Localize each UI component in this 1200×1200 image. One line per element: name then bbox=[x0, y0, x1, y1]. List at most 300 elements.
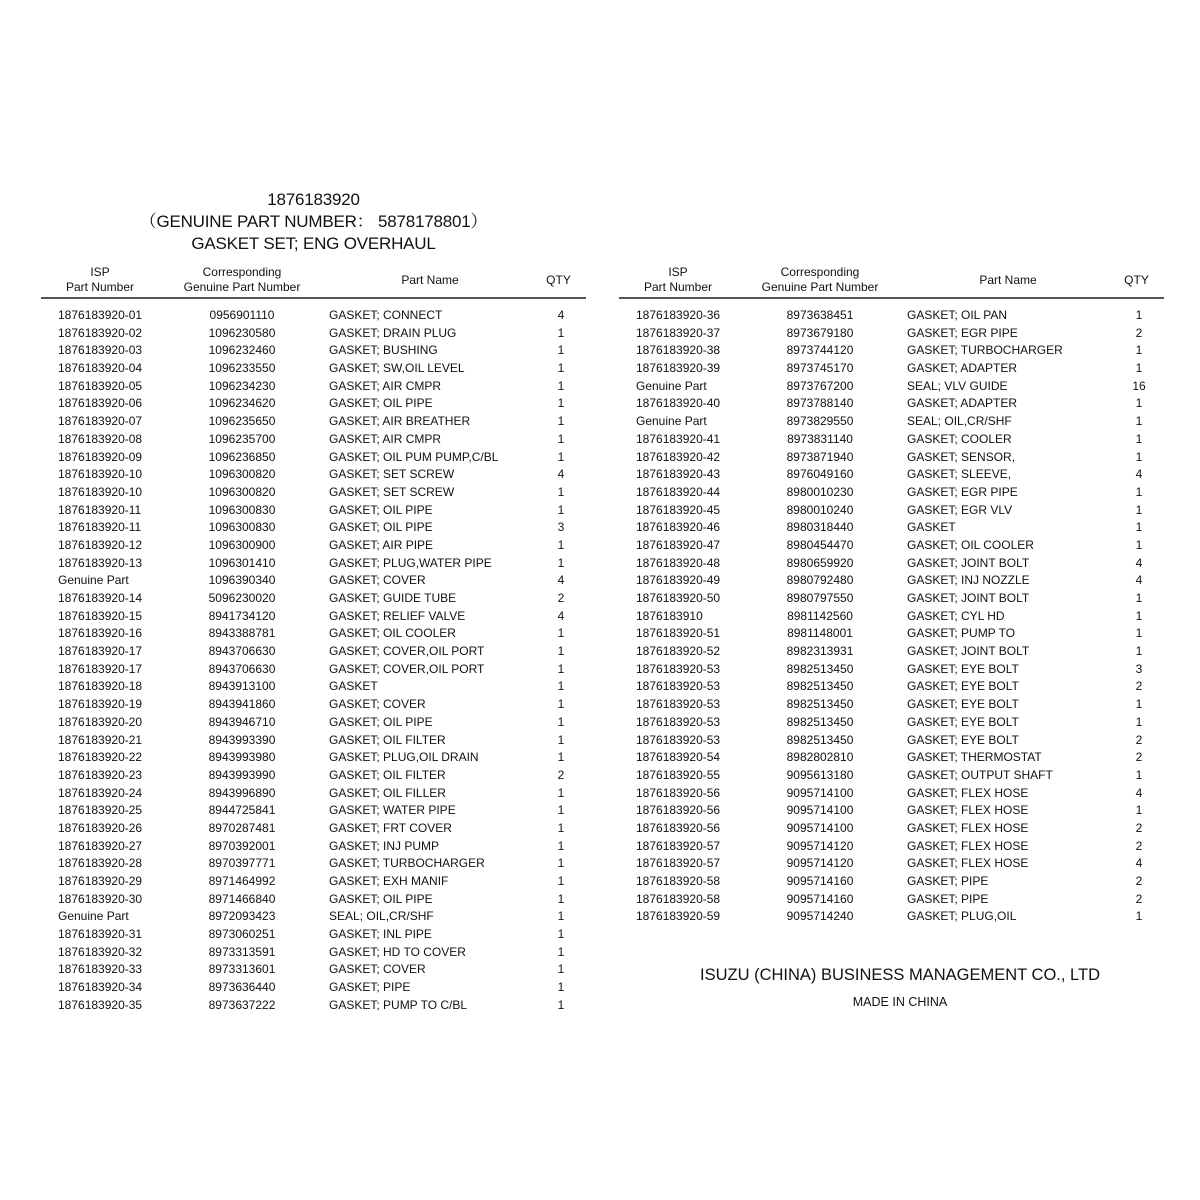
part-name-cell: GASKET; EYE BOLT bbox=[907, 661, 1019, 676]
genuine-part-number-cell: 8943996890 bbox=[208, 785, 276, 800]
table-row bbox=[41, 961, 586, 979]
table-row bbox=[619, 590, 1164, 608]
part-name-cell: GASKET; BUSHING bbox=[329, 343, 438, 358]
genuine-part-number-cell: 1096234620 bbox=[208, 396, 276, 411]
isp-part-number-cell: 1876183920-06 bbox=[58, 396, 143, 411]
qty-cell: 1 bbox=[1135, 308, 1143, 322]
isp-part-number-cell: 1876183920-12 bbox=[58, 537, 143, 552]
parts-table-left bbox=[41, 265, 586, 1015]
header-text: Corresponding bbox=[780, 265, 860, 279]
table-row bbox=[41, 820, 586, 838]
part-name-cell: GASKET; TURBOCHARGER bbox=[329, 856, 485, 871]
table-row bbox=[619, 378, 1164, 396]
table-row bbox=[41, 891, 586, 909]
genuine-part-number-cell: 1096230580 bbox=[208, 325, 276, 340]
qty-cell: 4 bbox=[1135, 785, 1143, 800]
genuine-part-number-cell: 8980010240 bbox=[786, 502, 854, 517]
genuine-part-number-cell: 8970287481 bbox=[208, 820, 276, 835]
part-name-cell: GASKET; EGR PIPE bbox=[907, 325, 1018, 340]
isp-part-number-cell: 1876183920-53 bbox=[636, 732, 721, 747]
table-row bbox=[41, 608, 586, 626]
part-name-cell: GASKET; INJ NOZZLE bbox=[907, 573, 1030, 588]
genuine-part-number-cell: 8981142560 bbox=[787, 608, 853, 623]
qty-cell: 4 bbox=[557, 608, 565, 623]
genuine-part-number-cell: 8980659920 bbox=[786, 555, 854, 570]
table-row bbox=[619, 785, 1164, 803]
genuine-part-number-cell: 8973744120 bbox=[786, 343, 854, 358]
table-row bbox=[41, 749, 586, 767]
genuine-part-number-cell: 9095714240 bbox=[786, 909, 854, 924]
isp-part-number-cell: 1876183920-13 bbox=[58, 555, 143, 570]
qty-cell: 1 bbox=[557, 484, 565, 499]
genuine-part-number-cell: 8943913100 bbox=[208, 679, 276, 694]
table-row bbox=[619, 325, 1164, 343]
isp-part-number-cell: 1876183920-25 bbox=[58, 803, 143, 818]
genuine-part-number-cell: 9095613180 bbox=[786, 767, 854, 782]
qty-cell: 4 bbox=[557, 308, 565, 322]
qty-cell: 1 bbox=[557, 396, 565, 411]
qty-cell: 1 bbox=[1135, 697, 1143, 712]
table-row bbox=[619, 625, 1164, 643]
isp-part-number-cell: 1876183920-46 bbox=[636, 520, 721, 535]
isp-part-number-cell: 1876183920-03 bbox=[58, 343, 143, 358]
header-isp-part-number bbox=[619, 265, 737, 294]
isp-part-number-cell: 1876183920-05 bbox=[58, 378, 143, 393]
table-header bbox=[619, 265, 1164, 299]
isp-part-number-cell: 1876183920-49 bbox=[636, 573, 721, 588]
header-text: Corresponding bbox=[202, 265, 282, 279]
genuine-part-number-cell: 8982513450 bbox=[786, 714, 854, 729]
table-row bbox=[41, 537, 586, 555]
genuine-part-number-cell: 8943946710 bbox=[208, 714, 276, 729]
qty-cell: 1 bbox=[557, 361, 565, 376]
part-name-cell: GASKET; OIL PIPE bbox=[329, 891, 433, 906]
genuine-part-number-cell: 8973767200 bbox=[786, 378, 854, 393]
isp-part-number-cell: 1876183920-44 bbox=[636, 484, 721, 499]
genuine-part-number-cell: 1096236850 bbox=[208, 449, 276, 464]
genuine-part-number-cell: 8943993390 bbox=[208, 732, 276, 747]
qty-cell: 1 bbox=[1135, 520, 1143, 535]
part-name-cell: GASKET; INJ PUMP bbox=[329, 838, 440, 853]
table-row bbox=[619, 395, 1164, 413]
isp-part-number-cell: 1876183920-15 bbox=[58, 608, 143, 623]
qty-cell: 1 bbox=[1135, 909, 1143, 924]
genuine-part-number-cell: 8982802810 bbox=[786, 750, 854, 765]
genuine-part-number-cell: 9095714100 bbox=[786, 803, 854, 818]
part-name-cell: GASKET; EGR PIPE bbox=[907, 484, 1018, 499]
isp-part-number-cell: 1876183920-24 bbox=[58, 785, 143, 800]
isp-part-number-cell: Genuine Part bbox=[58, 909, 129, 924]
part-name-cell: GASKET; JOINT BOLT bbox=[907, 591, 1030, 605]
genuine-part-number-cell: 8981148001 bbox=[787, 626, 853, 641]
genuine-part-number-cell: 8973638451 bbox=[786, 308, 854, 322]
isp-part-number-cell: 1876183920-58 bbox=[636, 874, 721, 888]
part-name-cell: GASKET; JOINT BOLT bbox=[907, 644, 1030, 659]
table-row bbox=[619, 696, 1164, 714]
qty-cell: 4 bbox=[557, 573, 565, 588]
part-name-cell: GASKET; COVER bbox=[329, 962, 426, 977]
table-row bbox=[41, 342, 586, 360]
part-name-cell: GASKET; CYL HD bbox=[907, 608, 1005, 623]
company-name: ISUZU (CHINA) BUSINESS MANAGEMENT CO., LTD bbox=[699, 966, 1100, 984]
isp-part-number-cell: 1876183920-07 bbox=[58, 414, 143, 429]
isp-part-number-cell: 1876183920-36 bbox=[636, 308, 721, 322]
isp-part-number-cell: 1876183920-11 bbox=[58, 520, 142, 535]
genuine-part-number-cell: 8982513450 bbox=[786, 732, 854, 747]
part-name-cell: GASKET; OUTPUT SHAFT bbox=[907, 767, 1053, 782]
part-name-cell: GASKET; COOLER bbox=[907, 431, 1012, 446]
isp-part-number-cell: 1876183920-57 bbox=[636, 838, 721, 853]
genuine-part-number-cell: 5096230020 bbox=[208, 591, 276, 605]
genuine-part-number-cell: 8980797550 bbox=[786, 591, 854, 605]
part-name-cell: GASKET; DRAIN PLUG bbox=[329, 325, 457, 340]
qty-cell: 1 bbox=[557, 909, 565, 924]
qty-cell: 2 bbox=[1135, 325, 1143, 340]
part-name-cell: GASKET; COVER,OIL PORT bbox=[329, 661, 485, 676]
genuine-part-number-cell: 9095714120 bbox=[786, 838, 854, 853]
isp-part-number-cell: 1876183920-54 bbox=[636, 750, 721, 765]
header-text: Part Number bbox=[65, 279, 135, 294]
qty-cell: 1 bbox=[1135, 767, 1143, 782]
table-row bbox=[619, 714, 1164, 732]
genuine-part-number-cell: 1096300820 bbox=[208, 484, 276, 499]
genuine-part-number-cell: 1096234230 bbox=[208, 378, 276, 393]
table-row bbox=[41, 714, 586, 732]
table-row bbox=[619, 749, 1164, 767]
isp-part-number-cell: 1876183920-23 bbox=[58, 767, 143, 782]
table-row bbox=[41, 908, 586, 926]
genuine-part-number-cell: 8982513450 bbox=[786, 679, 854, 694]
qty-cell: 1 bbox=[557, 732, 565, 747]
table-row bbox=[619, 908, 1164, 926]
qty-cell: 1 bbox=[557, 874, 565, 888]
isp-part-number-cell: 1876183920-10 bbox=[58, 467, 143, 482]
table-row bbox=[41, 572, 586, 590]
part-name-cell: GASKET; EYE BOLT bbox=[907, 679, 1019, 694]
header-qty: QTY bbox=[546, 273, 571, 287]
part-name-cell: GASKET; HD TO COVER bbox=[329, 944, 466, 959]
qty-cell: 1 bbox=[557, 537, 565, 552]
qty-cell: 1 bbox=[557, 927, 565, 942]
table-row bbox=[41, 997, 586, 1015]
isp-part-number-cell: 1876183920-17 bbox=[58, 661, 143, 676]
table-row bbox=[619, 820, 1164, 838]
qty-cell: 1 bbox=[1135, 714, 1143, 729]
qty-cell: 1 bbox=[557, 378, 565, 393]
isp-part-number-cell: 1876183920-26 bbox=[58, 820, 143, 835]
part-name-cell: GASKET; FLEX HOSE bbox=[907, 856, 1029, 871]
part-name-cell: GASKET; OIL FILTER bbox=[329, 732, 446, 747]
table-row bbox=[619, 466, 1164, 484]
part-name-cell: GASKET; SENSOR, bbox=[907, 449, 1016, 464]
isp-part-number-cell: 1876183920-53 bbox=[636, 714, 721, 729]
qty-cell: 1 bbox=[1135, 431, 1143, 446]
part-name-cell: GASKET; OIL PIPE bbox=[329, 714, 433, 729]
part-name-cell: GASKET; OIL PIPE bbox=[329, 396, 433, 411]
part-name-cell: GASKET; EYE BOLT bbox=[907, 697, 1019, 712]
qty-cell: 4 bbox=[557, 467, 565, 482]
table-row bbox=[41, 732, 586, 750]
part-name-cell: GASKET; RELIEF VALVE bbox=[329, 608, 466, 623]
isp-part-number-cell: 1876183920-21 bbox=[58, 732, 143, 747]
table-row bbox=[619, 449, 1164, 467]
isp-part-number-cell: 1876183920-43 bbox=[636, 467, 721, 482]
qty-cell: 1 bbox=[1135, 803, 1143, 818]
part-name-cell: GASKET; OIL COOLER bbox=[907, 537, 1034, 552]
part-name-cell: GASKET; ADAPTER bbox=[907, 361, 1018, 376]
part-name-cell: SEAL; VLV GUIDE bbox=[907, 378, 1008, 393]
part-name-cell: GASKET; FLEX HOSE bbox=[907, 785, 1029, 800]
table-row bbox=[41, 502, 586, 520]
table-row bbox=[619, 413, 1164, 431]
isp-part-number-cell: 1876183920-10 bbox=[58, 484, 143, 499]
isp-part-number-cell: 1876183920-53 bbox=[636, 697, 721, 712]
isp-part-number-cell: 1876183920-52 bbox=[636, 644, 721, 659]
table-row bbox=[41, 519, 586, 537]
isp-part-number-cell: 1876183920-11 bbox=[58, 502, 142, 517]
isp-part-number-cell: 1876183920-20 bbox=[58, 714, 143, 729]
isp-part-number-cell: 1876183920-56 bbox=[636, 785, 721, 800]
table-row bbox=[619, 307, 1164, 325]
part-name-cell: GASKET; OIL PIPE bbox=[329, 502, 433, 517]
qty-cell: 1 bbox=[557, 555, 565, 570]
header-text: Genuine Part Number bbox=[761, 279, 879, 294]
isp-part-number-cell: 1876183920-02 bbox=[58, 325, 143, 340]
genuine-part-number-cell: 8982513450 bbox=[786, 697, 854, 712]
isp-part-number-cell: 1876183920-29 bbox=[58, 874, 143, 888]
qty-cell: 1 bbox=[557, 750, 565, 765]
part-name-cell: GASKET; EYE BOLT bbox=[907, 732, 1019, 747]
qty-cell: 2 bbox=[1135, 838, 1143, 853]
part-name-cell: GASKET; OIL PIPE bbox=[329, 520, 433, 535]
origin-label: MADE IN CHINA bbox=[852, 995, 948, 1009]
qty-cell: 1 bbox=[557, 803, 565, 818]
isp-part-number-cell: 1876183920-57 bbox=[636, 856, 721, 871]
qty-cell: 2 bbox=[557, 591, 565, 605]
table-row bbox=[41, 395, 586, 413]
isp-part-number-cell: 1876183920-53 bbox=[636, 661, 721, 676]
qty-cell: 1 bbox=[557, 661, 565, 676]
header-text: ISP bbox=[668, 265, 688, 279]
kit-description: GASKET SET; ENG OVERHAUL bbox=[191, 234, 436, 253]
genuine-part-number-cell: 1096300820 bbox=[208, 467, 276, 482]
part-name-cell: SEAL; OIL,CR/SHF bbox=[907, 414, 1012, 429]
table-row bbox=[41, 307, 586, 325]
genuine-part-number-cell: 1096301410 bbox=[208, 555, 276, 570]
qty-cell: 1 bbox=[557, 980, 565, 995]
part-name-cell: GASKET; SW,OIL LEVEL bbox=[329, 361, 465, 376]
qty-cell: 1 bbox=[557, 644, 565, 659]
part-name-cell: GASKET; PLUG,WATER PIPE bbox=[329, 555, 492, 570]
genuine-part-number-cell: 1096300900 bbox=[208, 537, 276, 552]
table-row bbox=[41, 449, 586, 467]
table-row bbox=[619, 555, 1164, 573]
part-name-cell: GASKET; AIR CMPR bbox=[329, 378, 442, 393]
isp-part-number-cell: 1876183920-04 bbox=[58, 361, 143, 376]
genuine-part-number-cell: 8973745170 bbox=[786, 361, 854, 376]
table-row bbox=[41, 767, 586, 785]
genuine-part-number-cell: 8982513450 bbox=[786, 661, 854, 676]
genuine-part-number-cell: 8943993990 bbox=[208, 767, 276, 782]
qty-cell: 1 bbox=[557, 838, 565, 853]
isp-part-number-cell: 1876183920-32 bbox=[58, 944, 143, 959]
table-row bbox=[619, 678, 1164, 696]
part-name-cell: GASKET; COVER bbox=[329, 573, 426, 588]
qty-cell: 1 bbox=[1135, 361, 1143, 376]
isp-part-number-cell: 1876183920-16 bbox=[58, 626, 143, 641]
isp-part-number-cell: 1876183920-58 bbox=[636, 891, 721, 906]
header-qty: QTY bbox=[1124, 273, 1149, 287]
table-row bbox=[619, 502, 1164, 520]
table-row bbox=[41, 325, 586, 343]
qty-cell: 1 bbox=[1135, 644, 1143, 659]
part-name-cell: GASKET; OIL COOLER bbox=[329, 626, 456, 641]
part-name-cell: GASKET; INL PIPE bbox=[329, 927, 432, 942]
genuine-part-number-cell: 1096235650 bbox=[208, 414, 276, 429]
genuine-part-number-cell: 8973788140 bbox=[786, 396, 854, 411]
qty-cell: 4 bbox=[1135, 573, 1143, 588]
part-name-cell: GASKET; AIR BREATHER bbox=[329, 414, 471, 429]
table-body bbox=[619, 299, 1164, 926]
table-row bbox=[619, 838, 1164, 856]
isp-part-number-cell: 1876183920-08 bbox=[58, 431, 143, 446]
table-row bbox=[619, 537, 1164, 555]
isp-part-number-cell: 1876183920-18 bbox=[58, 679, 143, 694]
isp-part-number-cell: 1876183920-30 bbox=[58, 891, 143, 906]
genuine-part-number-cell: 0956901110 bbox=[209, 308, 275, 322]
isp-part-number-cell: 1876183920-31 bbox=[58, 927, 143, 942]
genuine-part-number-cell: 8980318440 bbox=[786, 520, 854, 535]
qty-cell: 2 bbox=[1135, 891, 1143, 906]
table-row bbox=[41, 855, 586, 873]
part-name-cell: GASKET; PUMP TO C/BL bbox=[329, 997, 468, 1012]
part-name-cell: GASKET bbox=[907, 520, 956, 535]
isp-part-number-cell: 1876183920-41 bbox=[636, 431, 721, 446]
genuine-part-number-cell: 8970392001 bbox=[208, 838, 276, 853]
genuine-part-number-cell: 8973636440 bbox=[208, 980, 276, 995]
qty-cell: 1 bbox=[557, 626, 565, 641]
document-title bbox=[40, 189, 587, 255]
table-row bbox=[619, 855, 1164, 873]
genuine-part-number-cell: 8973831140 bbox=[787, 431, 853, 446]
genuine-part-number-cell: 8941734120 bbox=[208, 608, 276, 623]
qty-cell: 2 bbox=[1135, 750, 1143, 765]
part-name-cell: GASKET bbox=[329, 679, 378, 694]
qty-cell: 4 bbox=[1135, 555, 1143, 570]
table-row bbox=[619, 572, 1164, 590]
table-row bbox=[41, 555, 586, 573]
qty-cell: 1 bbox=[1135, 343, 1143, 358]
qty-cell: 1 bbox=[557, 962, 565, 977]
genuine-part-number-cell: 8943388781 bbox=[208, 626, 276, 641]
qty-cell: 1 bbox=[557, 891, 565, 906]
isp-part-number-cell: 1876183920-27 bbox=[58, 838, 143, 853]
header-part-name: Part Name bbox=[401, 273, 459, 287]
isp-part-number-cell: 1876183920-22 bbox=[58, 750, 143, 765]
qty-cell: 1 bbox=[557, 820, 565, 835]
genuine-part-number-cell: 9095714100 bbox=[786, 820, 854, 835]
genuine-part-number-cell: 9095714160 bbox=[786, 874, 854, 888]
part-name-cell: GASKET; PIPE bbox=[907, 874, 989, 888]
qty-cell: 2 bbox=[557, 767, 565, 782]
isp-part-number-cell: 1876183920-50 bbox=[636, 591, 721, 605]
isp-part-number-cell: 1876183920-39 bbox=[636, 361, 721, 376]
table-row bbox=[41, 590, 586, 608]
genuine-part-number-cell: 8973637222 bbox=[208, 997, 276, 1012]
table-row bbox=[41, 926, 586, 944]
qty-cell: 1 bbox=[557, 502, 565, 517]
table-row bbox=[41, 643, 586, 661]
table-row bbox=[619, 873, 1164, 891]
isp-part-number-cell: Genuine Part bbox=[636, 378, 707, 393]
genuine-part-number-cell: 9095714100 bbox=[786, 785, 854, 800]
table-row bbox=[41, 873, 586, 891]
part-name-cell: GASKET; FLEX HOSE bbox=[907, 803, 1029, 818]
isp-part-number-cell: 1876183920-56 bbox=[636, 820, 721, 835]
table-row bbox=[619, 643, 1164, 661]
genuine-part-number-cell: 8943941860 bbox=[208, 697, 276, 712]
part-name-cell: GASKET; PIPE bbox=[329, 980, 411, 995]
genuine-kit-number: （GENUINE PART NUMBER： 5878178801） bbox=[139, 212, 488, 231]
table-row bbox=[41, 661, 586, 679]
qty-cell: 4 bbox=[1135, 856, 1143, 871]
isp-part-number-cell: 1876183920-01 bbox=[58, 308, 143, 322]
part-name-cell: GASKET; SET SCREW bbox=[329, 484, 455, 499]
table-row bbox=[619, 732, 1164, 750]
genuine-part-number-cell: 1096390340 bbox=[208, 573, 276, 588]
genuine-part-number-cell: 1096300830 bbox=[208, 502, 276, 517]
parts-table-right bbox=[619, 265, 1164, 926]
genuine-part-number-cell: 8944725841 bbox=[208, 803, 276, 818]
isp-kit-number: 1876183920 bbox=[267, 190, 360, 209]
part-name-cell: GASKET; OIL PAN bbox=[907, 308, 1008, 322]
part-name-cell: GASKET; JOINT BOLT bbox=[907, 555, 1030, 570]
table-row bbox=[41, 838, 586, 856]
qty-cell: 1 bbox=[557, 944, 565, 959]
qty-cell: 1 bbox=[557, 997, 565, 1012]
genuine-part-number-cell: 8971466840 bbox=[208, 891, 276, 906]
isp-part-number-cell: 1876183920-14 bbox=[58, 591, 143, 605]
table-row bbox=[619, 608, 1164, 626]
qty-cell: 1 bbox=[557, 697, 565, 712]
qty-cell: 1 bbox=[557, 679, 565, 694]
part-name-cell: GASKET; COVER,OIL PORT bbox=[329, 644, 485, 659]
isp-part-number-cell: 1876183920-55 bbox=[636, 767, 721, 782]
genuine-part-number-cell: 8982313931 bbox=[786, 644, 854, 659]
table-row bbox=[41, 785, 586, 803]
header-text: Genuine Part Number bbox=[183, 279, 301, 294]
isp-part-number-cell: 1876183920-28 bbox=[58, 856, 143, 871]
genuine-part-number-cell: 8943993980 bbox=[208, 750, 276, 765]
genuine-part-number-cell: 8973679180 bbox=[786, 325, 854, 340]
genuine-part-number-cell: 1096300830 bbox=[208, 520, 276, 535]
isp-part-number-cell: 1876183920-51 bbox=[636, 626, 721, 641]
table-row bbox=[41, 944, 586, 962]
header-genuine-part-number bbox=[171, 265, 313, 294]
isp-part-number-cell: 1876183920-09 bbox=[58, 449, 143, 464]
part-name-cell: GASKET; OIL FILTER bbox=[329, 767, 446, 782]
genuine-part-number-cell: 8973313601 bbox=[208, 962, 276, 977]
table-row bbox=[41, 466, 586, 484]
isp-part-number-cell: 1876183920-38 bbox=[636, 343, 721, 358]
qty-cell: 2 bbox=[1135, 732, 1143, 747]
qty-cell: 1 bbox=[557, 325, 565, 340]
genuine-part-number-cell: 1096235700 bbox=[208, 431, 276, 446]
qty-cell: 1 bbox=[1135, 591, 1143, 605]
table-row bbox=[41, 378, 586, 396]
qty-cell: 1 bbox=[1135, 608, 1143, 623]
isp-part-number-cell: 1876183920-19 bbox=[58, 697, 143, 712]
